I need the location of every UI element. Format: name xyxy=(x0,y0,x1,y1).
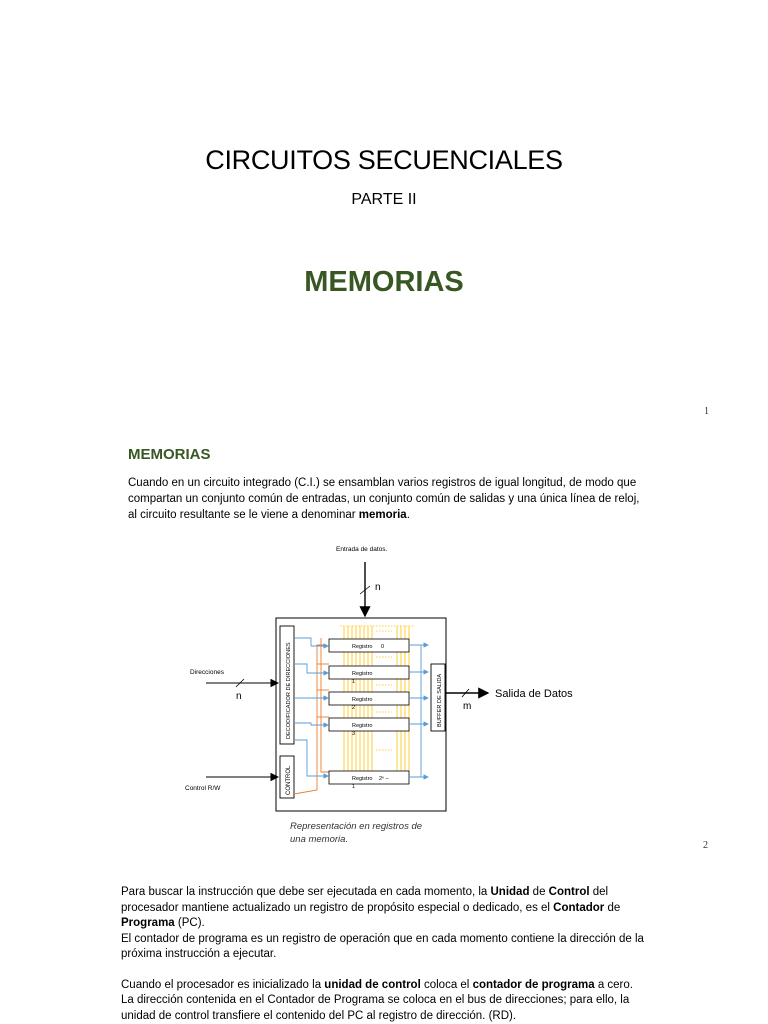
output-buffer-label: BUFFER DE SALIDA xyxy=(437,673,443,727)
intro-paragraph xyxy=(128,475,648,523)
register-3-label: Registro xyxy=(352,723,373,729)
register-last-extra: 1 xyxy=(352,784,356,790)
page-number-1: 1 xyxy=(704,406,709,417)
text-run: del procesador mantiene actualizado un registro de propósito especial o dedicado, es el xyxy=(121,886,609,914)
register-1-label: Registro xyxy=(352,671,373,677)
paragraph-pc xyxy=(121,885,651,932)
text-run: de xyxy=(604,901,621,914)
bold-term: Control xyxy=(548,886,590,898)
bold-term: Contador xyxy=(553,901,605,914)
decoder-label: DECODIFICADOR DE DIRECCIONES xyxy=(286,642,292,739)
register-0-label: Registro xyxy=(352,644,373,650)
register-last-label: Registro xyxy=(352,776,373,782)
register-0-index: 0 xyxy=(381,644,385,650)
register-2-label: Registro xyxy=(352,697,373,703)
text-run: coloca el xyxy=(420,978,473,991)
n-address-label: n xyxy=(236,691,242,702)
text-run: Para buscar la instrucción que debe ser ejecutada en cada momento, la xyxy=(121,886,491,898)
data-output-label: Salida de Datos xyxy=(495,688,573,700)
body-text xyxy=(121,885,651,1024)
register-1-index: 1 xyxy=(352,679,356,685)
memory-diagram-svg xyxy=(170,540,610,850)
slide-subtitle: PARTE II xyxy=(351,191,417,208)
text-run: de xyxy=(529,886,549,898)
text-run: Cuando el procesador es inicializado la xyxy=(121,978,325,991)
paragraph-pc-definition: El contador de programa es un registro de operación que en cada momento contiene la dirección de la próxima instrucción a ejecutar. xyxy=(121,932,644,960)
bold-term: contador de programa xyxy=(472,978,595,991)
data-input-label: Entrada de datos. xyxy=(336,546,388,553)
register-2-index: 2 xyxy=(352,705,356,711)
n-top-label: n xyxy=(375,582,381,593)
text-run: (PC). xyxy=(174,917,205,929)
register-last-index: 2ⁿ – xyxy=(379,776,389,782)
page-number-2: 2 xyxy=(703,840,708,851)
text-run: a cero. xyxy=(594,978,633,991)
figure-caption-line2: una memoria. xyxy=(290,834,349,845)
intro-end: . xyxy=(406,509,410,521)
figure-caption-line1: Representación en registros de xyxy=(290,821,423,832)
intro-bold-term: memoria xyxy=(358,509,407,521)
intro-text: Cuando en un circuito integrado (C.I.) se ensamblan varios registros de igual longitud, de modo que compartan un conjunto común de entradas, un conjunto común de salidas y una única línea de reloj, al circuito resultante se le viene a denominar xyxy=(128,477,640,521)
register-3-index: 3 xyxy=(352,731,356,737)
slide-title: CIRCUITOS SECUENCIALES xyxy=(205,145,563,175)
control-rw-label: Control R/W xyxy=(185,785,221,792)
memory-diagram xyxy=(170,540,610,855)
address-label: Direcciones xyxy=(190,669,224,676)
slide-heading: MEMORIAS xyxy=(304,266,464,298)
paragraph-init xyxy=(121,978,651,994)
bold-term: unidad de control xyxy=(324,978,421,991)
control-block-label: CONTROL xyxy=(286,765,292,795)
paragraph-address-bus: La dirección contenida en el Contador de Programa se coloca en el bus de direcciones; para ello, la unidad de control transfiere el contenido del PC al registro de dirección. (RD). xyxy=(121,994,630,1022)
section-heading: MEMORIAS xyxy=(128,446,211,463)
m-label: m xyxy=(463,701,472,712)
bold-term: Unidad xyxy=(490,886,530,898)
bold-term: Programa xyxy=(121,917,175,929)
